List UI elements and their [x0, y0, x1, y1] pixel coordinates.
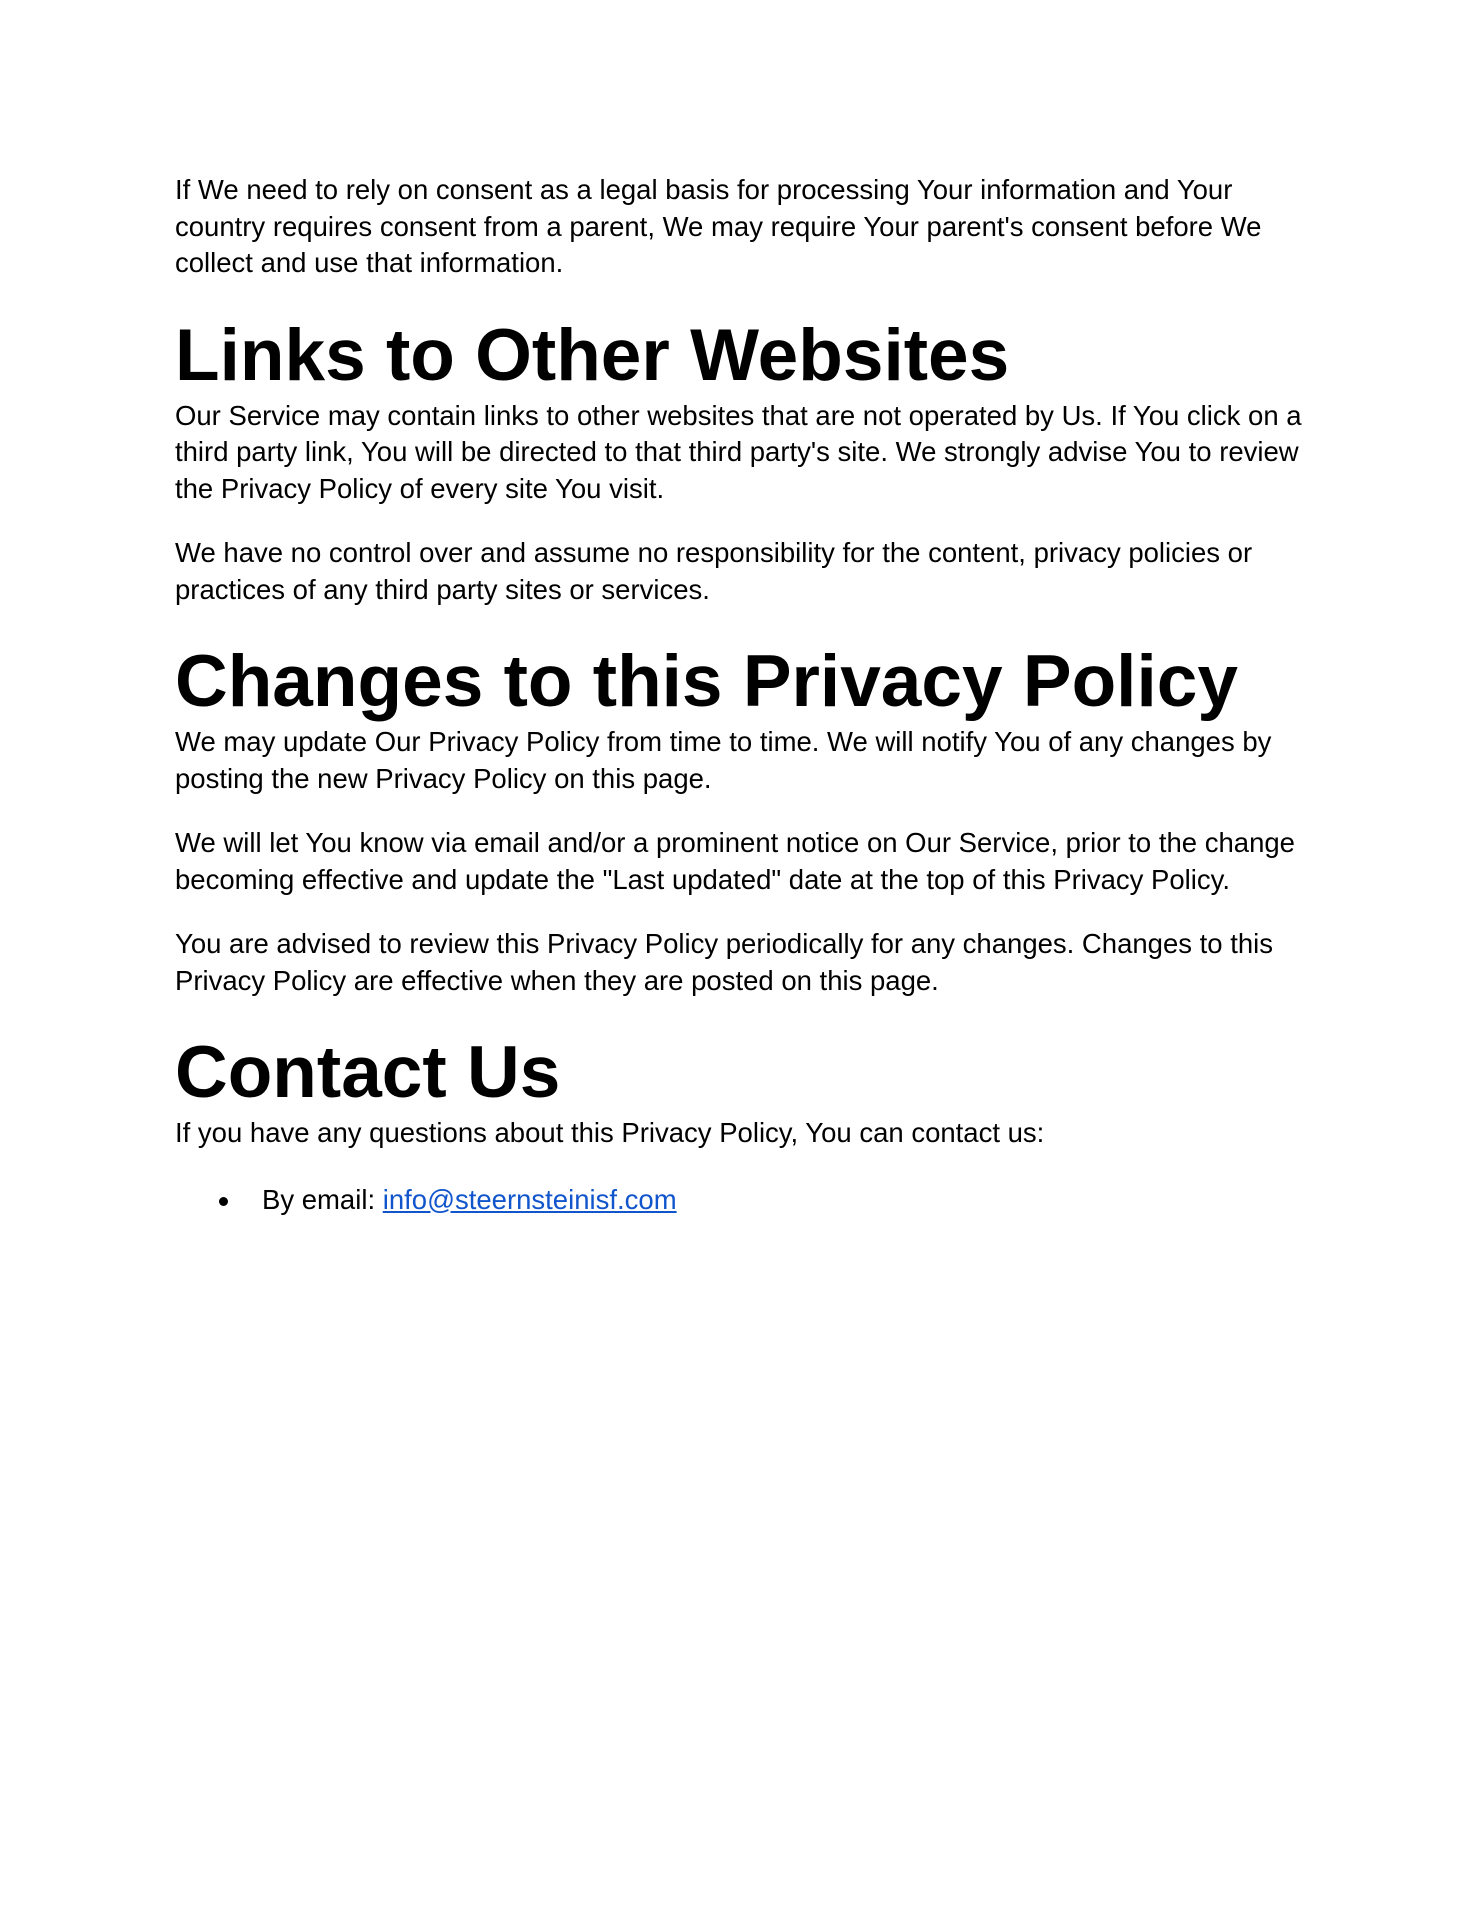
links-paragraph-1: Our Service may contain links to other websites that are not operated by Us. If You click on a third party link, You will be directed to that third party's site. We strongly advise You to review the Privacy Policy of every site You visit.: [175, 399, 1302, 504]
changes-paragraph-2: We will let You know via email and/or a prominent notice on Our Service, prior to the change becoming effective and update the "Last updated" date at the top of this Privacy Policy.: [175, 827, 1295, 895]
contact-list: [175, 1182, 1315, 1219]
heading-contact-us: Contact Us: [175, 1032, 561, 1113]
list-item: [175, 1182, 1315, 1219]
changes-paragraph-3: You are advised to review this Privacy Policy periodically for any changes. Changes to this Privacy Policy are effective when they are posted on this page.: [175, 928, 1274, 996]
heading-links-to-other-websites: Links to Other Websites: [175, 314, 1010, 396]
heading-changes-to-privacy-policy: Changes to this Privacy Policy: [175, 641, 1238, 722]
intro-paragraph: If We need to rely on consent as a legal basis for processing Your information and Your country requires consent from a parent, We may require Your parent's consent before We collect and use that information.: [175, 174, 1262, 278]
changes-paragraph-1: We may update Our Privacy Policy from time to time. We will notify You of any changes by posting the new Privacy Policy on this page.: [175, 726, 1272, 794]
contact-email-label: By email:: [262, 1183, 383, 1215]
document-body: [175, 172, 1315, 1218]
bullet-icon: [219, 1197, 228, 1206]
contact-paragraph: If you have any questions about this Privacy Policy, You can contact us:: [175, 1117, 1045, 1148]
links-paragraph-2: We have no control over and assume no responsibility for the content, privacy policies or practices of any third party sites or services.: [175, 537, 1253, 605]
email-link[interactable]: info@steernsteinisf.com: [382, 1183, 677, 1215]
